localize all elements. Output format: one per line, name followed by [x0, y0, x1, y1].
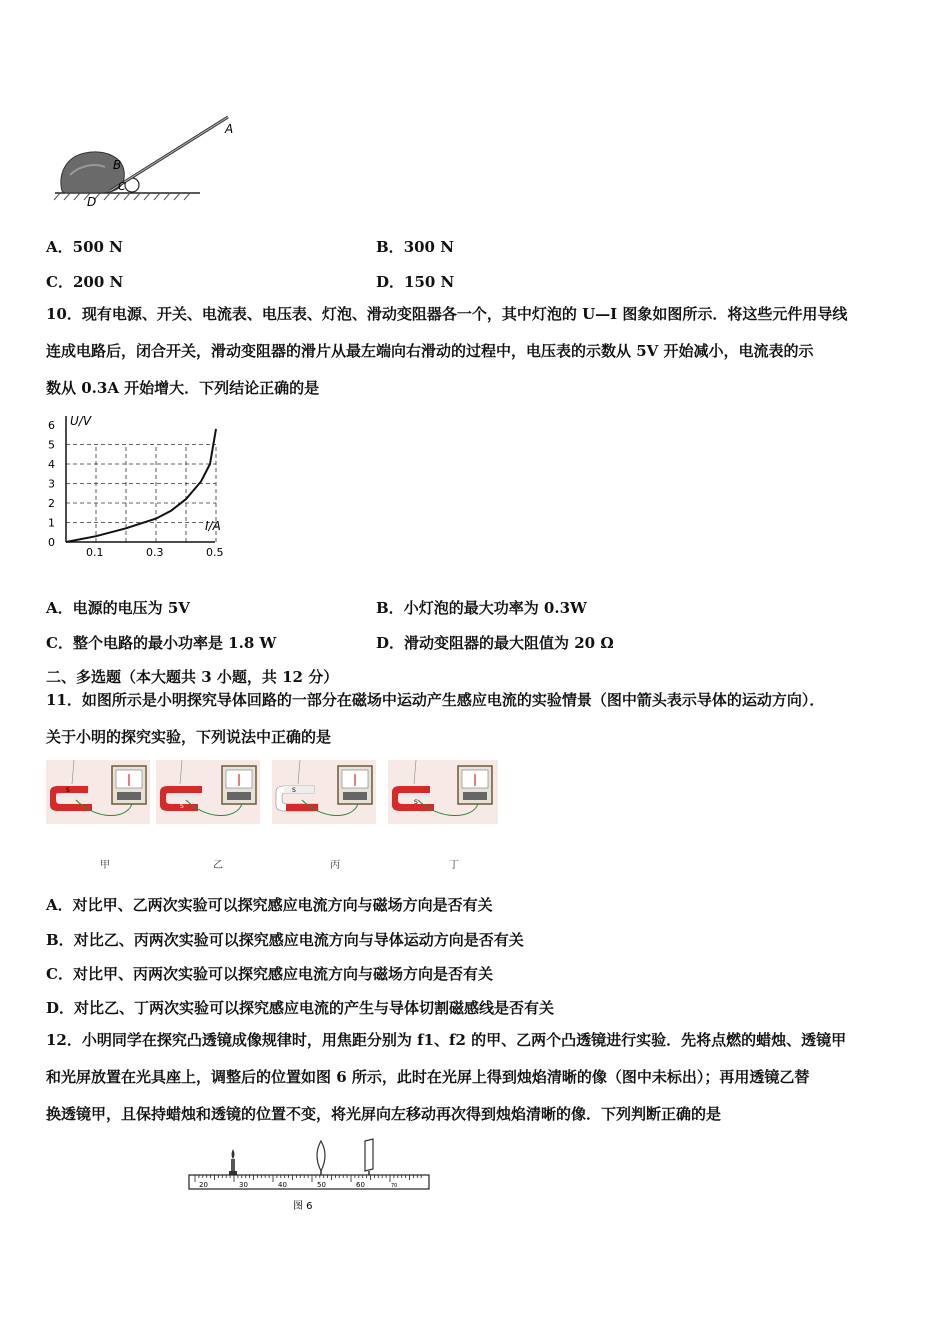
option-label: B． [376, 599, 404, 617]
q11-option-c[interactable] [46, 963, 493, 984]
y-tick-label: 4 [48, 458, 55, 471]
svg-text:S: S [414, 799, 418, 806]
ui-curve [66, 429, 216, 542]
q11-option-d[interactable] [46, 997, 554, 1018]
option-label: A． [46, 599, 73, 617]
option-text: 对比甲、丙两次实验可以探究感应电流方向与磁场方向是否有关 [72, 965, 493, 983]
option-text: 对比甲、乙两次实验可以探究感应电流方向与磁场方向是否有关 [72, 896, 493, 914]
screen [365, 1139, 373, 1175]
y-tick-label: 5 [48, 438, 55, 452]
option-label: B． [376, 238, 404, 256]
svg-text:S: S [292, 787, 296, 794]
option-text: 对比乙、丙两次实验可以探究感应电流方向与导体运动方向是否有关 [73, 931, 524, 949]
svg-text:S: S [66, 787, 70, 794]
x-axis-label: I/A [205, 519, 221, 533]
x-tick-label: 0.1 [86, 546, 104, 559]
q11-stem-line-1: 11．如图所示是小明探究导体回路的一部分在磁场中运动产生感应电流的实验情景（图中箭头表示导体的运动方向）． [46, 691, 825, 709]
q12-stem-line-1: 12．小明同学在探究凸透镜成像规律时，用焦距分别为 f1、f2 的甲、乙两个凸透镜进行实验．先将点燃的蜡烛、透镜甲 [46, 1031, 847, 1049]
q10-stem-line-1: 10．现有电源、开关、电流表、电压表、灯泡、滑动变阻器各一个，其中灯泡的 U—I 图象如图所示．将这些元件用导线 [46, 305, 848, 323]
section-title: 二、多选题（本大题共 3 小题，共 12 分） [46, 668, 339, 686]
y-tick-label: 3 [48, 477, 55, 491]
q9-option-d[interactable] [376, 271, 454, 292]
option-label: D． [376, 273, 405, 291]
q9-option-b[interactable] [376, 236, 454, 257]
q10-option-a[interactable] [46, 597, 190, 618]
option-text: 对比乙、丁两次实验可以探究感应电流的产生与导体切割磁感线是否有关 [74, 999, 555, 1017]
option-text: 500 N [72, 238, 123, 256]
option-label: A． [46, 896, 73, 914]
figure-caption: 图 6 [293, 1201, 313, 1212]
q9-lever-figure [50, 105, 250, 210]
y-tick-label: 2 [48, 497, 55, 510]
candle [229, 1149, 237, 1175]
q11-option-b[interactable] [46, 929, 524, 950]
svg-text:S: S [180, 803, 184, 810]
y-tick-label: 0 [48, 536, 55, 549]
q9-label-b: B [113, 158, 122, 172]
option-text: 小灯泡的最大功率为 0.3W [403, 599, 587, 617]
option-label: A． [46, 238, 73, 256]
q10-option-c[interactable] [46, 632, 276, 653]
q9-label-a: A [225, 122, 234, 136]
panel-bing [272, 760, 376, 824]
panel-ding [388, 760, 498, 824]
y-axis-label: U/V [70, 414, 92, 428]
option-text: 滑动变阻器的最大阻值为 20 Ω [404, 634, 614, 652]
panel-jia [46, 760, 150, 824]
q12-optical-bench [185, 1135, 435, 1215]
option-text: 整个电路的最小功率是 1.8 W [72, 634, 277, 652]
caption-ding: 丁 [449, 860, 459, 871]
ruler-label-50: 50 [317, 1181, 326, 1189]
ruler-label-60: 60 [356, 1181, 365, 1189]
caption-yi: 乙 [213, 860, 223, 871]
option-label: D． [376, 634, 405, 652]
option-label: C． [46, 965, 73, 983]
ruler-label-20: 20 [199, 1181, 208, 1189]
q10-stem-line-3: 数从 0.3A 开始增大．下列结论正确的是 [46, 379, 320, 397]
option-label: D． [46, 999, 75, 1017]
q11-panels [46, 760, 506, 830]
q11-stem-line-2: 关于小明的探究实验，下列说法中正确的是 [46, 728, 332, 746]
q9-option-c[interactable] [46, 271, 123, 292]
q10-option-b[interactable] [376, 597, 587, 618]
option-label: C． [46, 273, 73, 291]
lens [317, 1141, 325, 1175]
option-text: 电源的电压为 5V [72, 599, 190, 617]
ruler-label-30: 30 [239, 1181, 248, 1189]
q9-option-a[interactable] [46, 236, 123, 257]
caption-bing: 丙 [330, 860, 340, 871]
q12-stem-line-2: 和光屏放置在光具座上，调整后的位置如图 6 所示，此时在光屏上得到烛焰清晰的像（图中未标出）；再用透镜乙替 [46, 1068, 810, 1086]
panel-yi [156, 760, 260, 824]
option-label: C． [46, 634, 73, 652]
option-text: 200 N [72, 273, 124, 291]
q10-stem-line-2: 连成电路后，闭合开关，滑动变阻器的滑片从最左端向右滑动的过程中，电压表的示数从 5V 开始减小，电流表的示 [46, 342, 814, 360]
q10-option-d[interactable] [376, 632, 614, 653]
ruler-label-40: 40 [278, 1181, 287, 1189]
q9-label-c: C [118, 180, 126, 193]
y-tick-label: 6 [48, 419, 55, 432]
caption-jia: 甲 [100, 860, 110, 871]
option-text: 150 N [404, 273, 455, 291]
q10-ui-chart [40, 410, 240, 565]
y-tick-label: 1 [48, 516, 55, 530]
q11-option-a[interactable] [46, 894, 493, 915]
x-tick-label: 0.3 [146, 546, 164, 559]
ruler-label-70: 70 [391, 1183, 398, 1189]
x-tick-label: 0.5 [206, 546, 224, 559]
q12-stem [46, 1022, 916, 1133]
q9-label-d: D [87, 195, 97, 209]
q11-stem [46, 682, 916, 756]
q10-stem [46, 296, 916, 407]
option-label: B． [46, 931, 74, 949]
q12-stem-line-3: 换透镜甲，且保持蜡烛和透镜的位置不变，将光屏向左移动再次得到烛焰清晰的像．下列判断正确的是 [46, 1105, 722, 1123]
option-text: 300 N [403, 238, 454, 256]
